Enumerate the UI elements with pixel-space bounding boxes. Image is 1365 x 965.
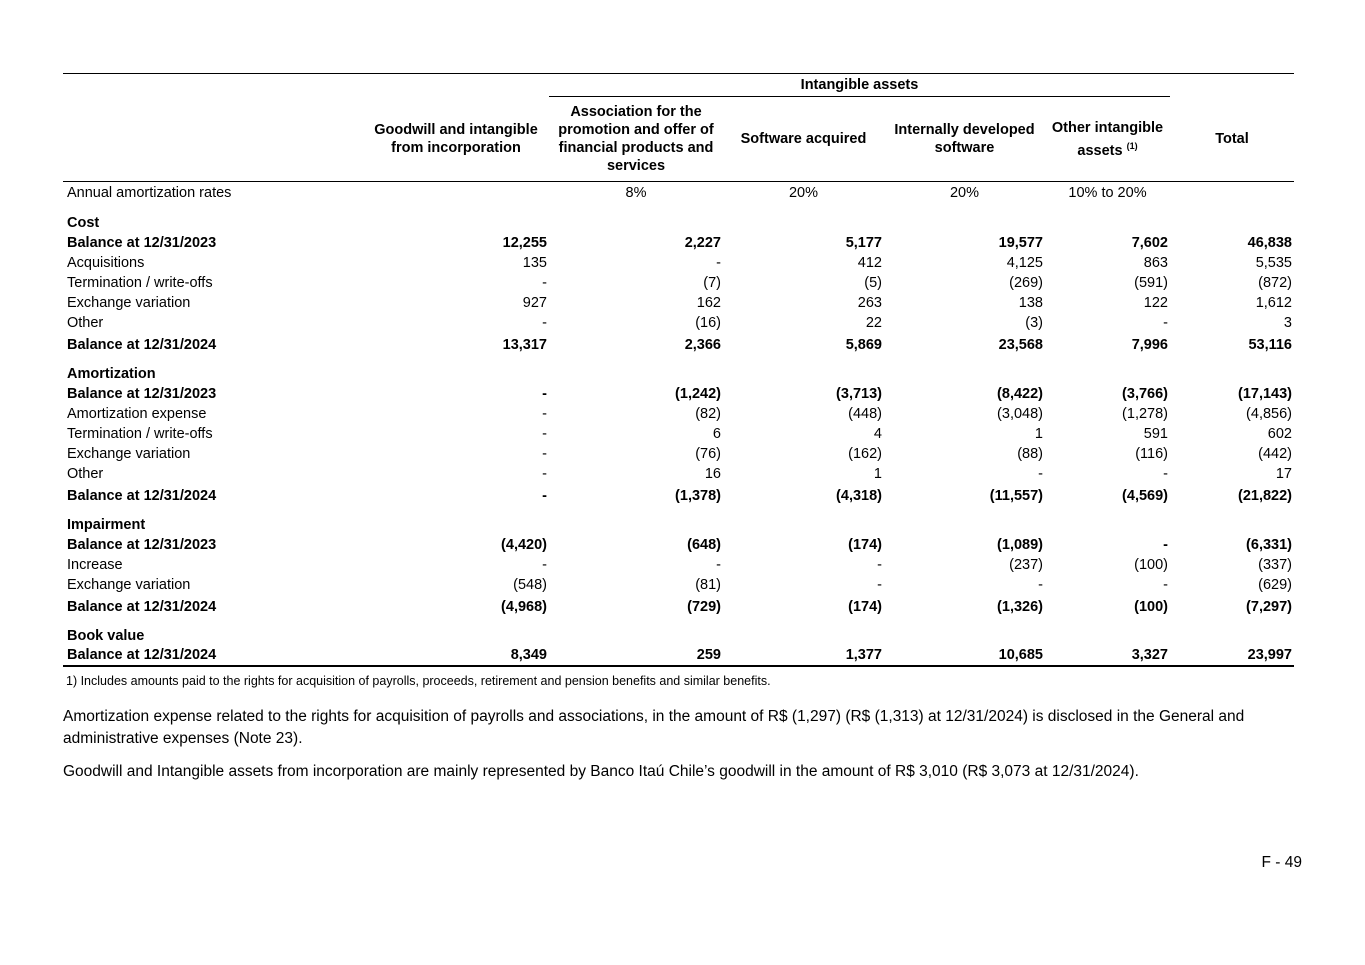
- rate-cell: 8%: [625, 185, 647, 201]
- value-cell: 17: [1275, 466, 1292, 482]
- value-cell: (3): [1025, 315, 1043, 331]
- value-cell: -: [1038, 466, 1043, 482]
- value-cell: -: [1163, 577, 1168, 593]
- value-cell: -: [1163, 315, 1168, 331]
- rate-cell: 20%: [788, 185, 819, 201]
- value-cell: (5): [864, 275, 882, 291]
- table-row: [63, 384, 1294, 404]
- row-label: Balance at 12/31/2023: [67, 235, 217, 251]
- amortization-rates-row: [63, 182, 1294, 205]
- value-cell: 22: [865, 315, 882, 331]
- value-cell: 259: [549, 646, 723, 666]
- value-cell: -: [542, 446, 547, 462]
- value-cell: -: [542, 426, 547, 442]
- value-cell: (82): [695, 406, 721, 422]
- value-cell: 1,612: [1255, 295, 1292, 311]
- footnote-ref: (1): [1126, 140, 1138, 151]
- table-row: [63, 253, 1294, 273]
- value-cell: -: [877, 557, 882, 573]
- value-cell: -: [542, 315, 547, 331]
- rate-cell: [1170, 182, 1294, 205]
- table-footnote: 1) Includes amounts paid to the rights for acquisition of payrolls, proceeds, retirement and pension benefits and similar benefits.: [66, 674, 771, 688]
- value-cell: 6: [712, 426, 721, 442]
- value-cell: 12,255: [502, 235, 547, 251]
- value-cell: (442): [1258, 446, 1292, 462]
- value-cell: -: [877, 577, 882, 593]
- table-row: [63, 646, 1294, 666]
- value-cell: 13,317: [502, 337, 547, 353]
- value-cell: (337): [1258, 557, 1292, 573]
- value-cell: (116): [1135, 446, 1168, 462]
- value-cell: (6,331): [1246, 537, 1292, 553]
- table-row: [63, 484, 1294, 506]
- table-row: [63, 233, 1294, 253]
- section-heading: Amortization: [67, 366, 156, 382]
- value-cell: 5,535: [1255, 255, 1292, 271]
- value-cell: 162: [696, 295, 721, 311]
- table-row: [63, 424, 1294, 444]
- value-cell: 591: [1143, 426, 1168, 442]
- value-cell: (8,422): [997, 386, 1043, 402]
- value-cell: (162): [848, 446, 882, 462]
- value-cell: -: [542, 488, 547, 504]
- value-cell: (629): [1258, 577, 1292, 593]
- table-body: [63, 182, 1294, 667]
- intangible-assets-group-header: Intangible assets: [549, 74, 1170, 97]
- value-cell: 3: [1283, 315, 1292, 331]
- value-cell: 2,227: [684, 235, 721, 251]
- value-cell: (16): [695, 315, 721, 331]
- value-cell: (76): [695, 446, 721, 462]
- value-cell: (237): [1009, 557, 1043, 573]
- value-cell: 4: [873, 426, 882, 442]
- row-label: Balance at 12/31/2024: [67, 599, 217, 615]
- section-heading: Cost: [67, 215, 100, 231]
- value-cell: -: [716, 255, 721, 271]
- row-label: Annual amortization rates: [67, 185, 232, 201]
- value-cell: 1: [1034, 426, 1043, 442]
- value-cell: (4,968): [501, 599, 547, 615]
- table-row: [63, 464, 1294, 484]
- value-cell: (269): [1009, 275, 1043, 291]
- value-cell: 138: [1018, 295, 1043, 311]
- value-cell: 263: [857, 295, 882, 311]
- value-cell: 3,327: [1045, 646, 1170, 666]
- value-cell: (17,143): [1237, 386, 1292, 402]
- value-cell: 135: [522, 255, 547, 271]
- value-cell: 122: [1143, 295, 1168, 311]
- value-cell: 8,349: [363, 646, 549, 666]
- value-cell: 2,366: [684, 337, 721, 353]
- value-cell: 23,997: [1170, 646, 1294, 666]
- value-cell: -: [1163, 537, 1168, 553]
- value-cell: (100): [1134, 557, 1168, 573]
- value-cell: (729): [687, 599, 721, 615]
- value-cell: (7,297): [1246, 599, 1292, 615]
- section-heading-row: [63, 204, 1294, 233]
- value-cell: 412: [857, 255, 882, 271]
- value-cell: (1,326): [997, 599, 1043, 615]
- row-label: Amortization expense: [67, 406, 207, 422]
- table-row: [63, 273, 1294, 293]
- value-cell: 5,869: [845, 337, 882, 353]
- table-row: [63, 535, 1294, 555]
- table-row: [63, 293, 1294, 313]
- row-label: Acquisitions: [67, 255, 145, 271]
- section-heading-row: [63, 617, 1294, 646]
- goodwill-column-header: Goodwill and intangible from incorporation: [363, 97, 549, 182]
- value-cell: -: [542, 406, 547, 422]
- value-cell: -: [542, 557, 547, 573]
- table-row: [63, 404, 1294, 424]
- section-heading-row: [63, 506, 1294, 535]
- section-heading: Book value: [67, 628, 145, 644]
- row-label: Balance at 12/31/2023: [67, 537, 217, 553]
- table-row: [63, 575, 1294, 595]
- value-cell: (21,822): [1237, 488, 1292, 504]
- value-cell: 10,685: [884, 646, 1045, 666]
- value-cell: 7,602: [1131, 235, 1168, 251]
- table-row: [63, 444, 1294, 464]
- value-cell: (3,713): [836, 386, 882, 402]
- row-label: Termination / write-offs: [67, 426, 213, 442]
- table-row: [63, 595, 1294, 617]
- row-label: Exchange variation: [67, 446, 191, 462]
- value-cell: 19,577: [998, 235, 1043, 251]
- value-cell: 23,568: [998, 337, 1043, 353]
- value-cell: 5,177: [845, 235, 882, 251]
- software-acquired-column-header: Software acquired: [723, 97, 884, 182]
- table-row: [63, 333, 1294, 355]
- value-cell: (174): [848, 599, 882, 615]
- value-cell: (448): [848, 406, 882, 422]
- value-cell: (1,278): [1122, 406, 1168, 422]
- value-cell: (3,766): [1122, 386, 1168, 402]
- value-cell: (591): [1134, 275, 1168, 291]
- value-cell: 602: [1267, 426, 1292, 442]
- section-heading: Impairment: [67, 517, 146, 533]
- value-cell: (7): [703, 275, 721, 291]
- table-row: [63, 555, 1294, 575]
- label-column-header: [63, 97, 363, 182]
- section-heading-row: [63, 355, 1294, 384]
- rate-cell: [363, 182, 549, 205]
- row-label: Balance at 12/31/2024: [67, 488, 217, 504]
- other-intangible-column-header: Other intangible assets $^{(1)}$: [1045, 97, 1170, 182]
- value-cell: 53,116: [1248, 337, 1292, 353]
- value-cell: (11,557): [989, 488, 1043, 504]
- goodwill-note-paragraph: Goodwill and Intangible assets from incorporation are mainly represented by Banco Itaú Chile’s goodwill in the amount of R$ 3,010 (R$ 3,073 at 12/31/2024).: [63, 763, 1139, 780]
- value-cell: (1,242): [675, 386, 721, 402]
- intangible-assets-table: [63, 73, 1294, 667]
- value-cell: -: [542, 386, 547, 402]
- value-cell: 1,377: [723, 646, 884, 666]
- value-cell: (4,569): [1122, 488, 1168, 504]
- value-cell: 16: [704, 466, 721, 482]
- value-cell: (88): [1017, 446, 1043, 462]
- value-cell: 4,125: [1006, 255, 1043, 271]
- row-label: Balance at 12/31/2024: [67, 337, 217, 353]
- row-label: Termination / write-offs: [67, 275, 213, 291]
- value-cell: -: [1163, 466, 1168, 482]
- amortization-note-paragraph: Amortization expense related to the rights for acquisition of payrolls and associations, in the amount of R$ (1,297) (R$ (1,313) at 12/31/2024) is disclosed in the General and administrative expenses (Note 23).: [63, 708, 1245, 747]
- row-label: Exchange variation: [67, 577, 191, 593]
- row-label: Balance at 12/31/2023: [67, 386, 217, 402]
- row-label: Increase: [67, 557, 123, 573]
- value-cell: 46,838: [1247, 235, 1292, 251]
- value-cell: (872): [1258, 275, 1292, 291]
- value-cell: 863: [1143, 255, 1168, 271]
- row-label: Balance at 12/31/2024: [63, 646, 363, 666]
- value-cell: 1: [873, 466, 882, 482]
- value-cell: 7,996: [1131, 337, 1168, 353]
- value-cell: -: [542, 466, 547, 482]
- row-label: Other: [67, 315, 104, 331]
- rate-cell: 10% to 20%: [1068, 185, 1147, 201]
- internal-software-column-header: Internally developed software: [884, 97, 1045, 182]
- page-number: F - 49: [1261, 854, 1302, 871]
- value-cell: (648): [687, 537, 721, 553]
- row-label: Exchange variation: [67, 295, 191, 311]
- value-cell: (174): [848, 537, 882, 553]
- rate-cell: 20%: [949, 185, 980, 201]
- value-cell: (4,856): [1246, 406, 1292, 422]
- table-row: [63, 313, 1294, 333]
- value-cell: 927: [522, 295, 547, 311]
- association-column-header: Association for the promotion and offer of financial products and services: [549, 97, 723, 182]
- value-cell: (81): [695, 577, 721, 593]
- value-cell: (4,318): [836, 488, 882, 504]
- value-cell: -: [716, 557, 721, 573]
- value-cell: -: [1038, 577, 1043, 593]
- value-cell: (4,420): [501, 537, 547, 553]
- row-label: Other: [67, 466, 104, 482]
- value-cell: -: [542, 275, 547, 291]
- total-column-header: Total: [1170, 97, 1294, 182]
- value-cell: (548): [513, 577, 547, 593]
- value-cell: (100): [1134, 599, 1168, 615]
- value-cell: (1,378): [675, 488, 721, 504]
- value-cell: (3,048): [997, 406, 1043, 422]
- value-cell: (1,089): [997, 537, 1043, 553]
